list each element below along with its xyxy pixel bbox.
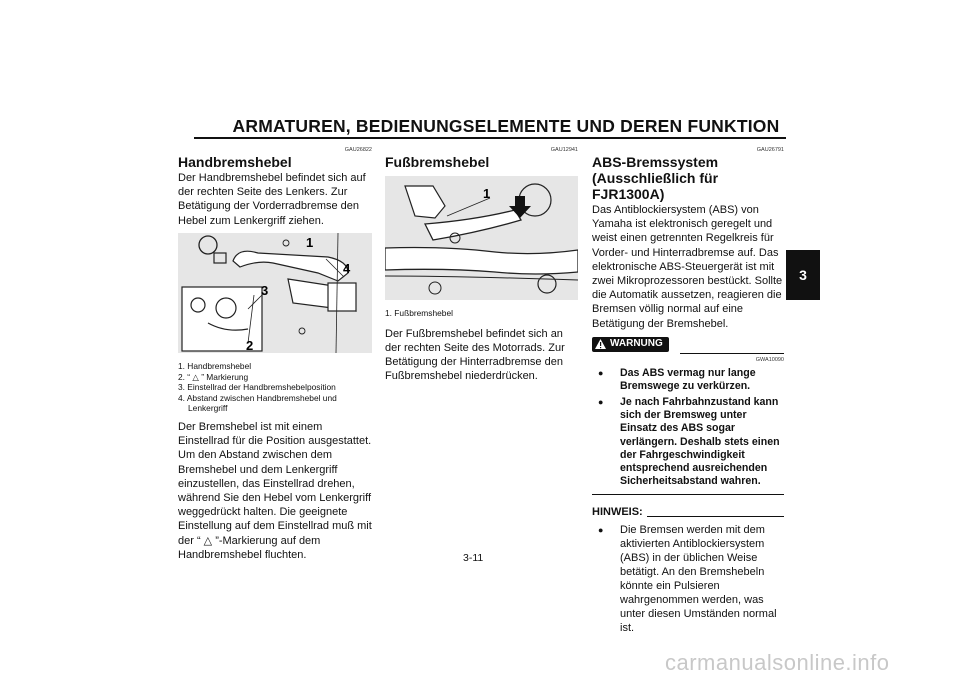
body-text: Der Bremshebel ist mit einem Einstellrad für die Position ausgestattet. Um den Abstand zwischen dem Bremshebel und dem Lenkergriff einzustellen, das Einstellrad drehen, während Sie den Hebel vom Lenkergriff weggedrückt halten. Die geeignete Einstellung auf dem Einstellrad muß mit der “ △ ”-Markierung auf dem Handbremshebel fluchten. bbox=[178, 420, 372, 561]
callout-4: 4 bbox=[343, 260, 351, 276]
note-header bbox=[592, 505, 784, 519]
caption-item: 1. Fußbremshebel bbox=[385, 308, 453, 319]
caption-item: 1. Handbremshebel bbox=[178, 361, 252, 372]
caption-item: 4. Abstand zwischen Handbremshebel und Lenkergriff bbox=[178, 392, 337, 414]
heading-line: (Ausschließlich für FJR1300A) bbox=[592, 170, 719, 202]
warning-text: Je nach Fahrbahnzustand kann sich der Bremsweg unter Einsatz des ABS sogar verlängern. Deshalb stets einen der Fahrgeschwindigkeit entsprechend ausreichenden Sicherheitsabstand wahren. bbox=[620, 395, 780, 488]
section-heading-fussbremshebel: Fußbremshebel bbox=[385, 154, 490, 170]
hand-brake-illustration bbox=[178, 233, 372, 353]
caption-item: 3. Einstellrad der Handbremshebelposition bbox=[178, 382, 336, 393]
warning-end-rule bbox=[592, 494, 784, 495]
chapter-tab[interactable]: 3 bbox=[786, 250, 820, 300]
heading-line: ABS-Bremssystem bbox=[592, 154, 719, 170]
figure-hand-brake-lever bbox=[178, 233, 372, 357]
figure-captions bbox=[385, 308, 578, 319]
left-column bbox=[178, 146, 372, 562]
callout-1: 1 bbox=[483, 186, 491, 201]
warning-text: Das ABS vermag nur lange Bremswege zu verkürzen. bbox=[620, 366, 756, 392]
bullet-icon: ● bbox=[598, 524, 604, 535]
middle-column bbox=[385, 146, 578, 384]
intro-text: Der Handbremshebel befindet sich auf der rechten Seite des Lenkers. Zur Betätigung der Vorderradbremse den Hebel zum Lenkergriff ziehen. bbox=[178, 172, 366, 227]
body-text: Der Fußbremshebel befindet sich an der rechten Seite des Motorrads. Zur Betätigung der Hinterradbremse den Fußbremshebel niederdrücken. bbox=[385, 327, 565, 383]
callout-3: 3 bbox=[261, 282, 269, 298]
page-header-title: ARMATUREN, BEDIENUNGSELEMENTE UND DEREN FUNKTION bbox=[232, 116, 780, 136]
section-code: GAU26822 bbox=[344, 147, 372, 153]
callout-1: 1 bbox=[306, 234, 314, 250]
note-item bbox=[592, 523, 784, 635]
note-rule bbox=[647, 516, 784, 517]
bullet-icon: ● bbox=[598, 367, 604, 378]
figure-captions bbox=[178, 361, 372, 414]
warning-badge bbox=[592, 337, 669, 352]
caption-item: 2. “ △ ” Markierung bbox=[178, 371, 249, 382]
page-number: 3-11 bbox=[463, 552, 484, 564]
foot-brake-illustration bbox=[385, 176, 578, 300]
note-label: HINWEIS: bbox=[592, 506, 643, 519]
section-code: GAU12941 bbox=[550, 147, 578, 153]
section-heading-handbremshebel: Handbremshebel bbox=[178, 154, 292, 170]
section-heading-abs bbox=[592, 154, 784, 202]
note-text: Die Bremsen werden mit dem aktivierten Antiblockiersystem (ABS) in der üblichen Weise betätigt. An den Bremshebeln könnte ein Pulsieren wahrgenommen werden, was unter diesen Umständen normal ist. bbox=[620, 523, 777, 634]
callout-2: 2 bbox=[246, 337, 254, 353]
header-rule bbox=[194, 137, 786, 139]
warning-rule bbox=[680, 353, 784, 354]
right-column bbox=[592, 146, 784, 635]
warning-item bbox=[592, 367, 784, 393]
warning-label: WARNUNG bbox=[610, 338, 663, 350]
bullet-icon: ● bbox=[598, 396, 604, 407]
section-code: GAU26791 bbox=[756, 147, 784, 153]
warning-triangle-icon bbox=[595, 339, 606, 349]
body-text: Das Antiblockiersystem (ABS) von Yamaha ist elektronisch geregelt und weist einen getrennten Regelkreis für Vorder- und Hinterradbremse auf. Das elektronische ABS-Steuergerät ist mit zwei Mikroprozessoren bestückt. Sollte die Automatik aussetzen, reagieren die Bremsen völlig normal auf eine Betätigung der Bremshebel. bbox=[592, 204, 783, 330]
watermark: carmanualsonline.info bbox=[665, 650, 890, 675]
figure-foot-brake-lever bbox=[385, 176, 578, 304]
warning-item bbox=[592, 396, 784, 488]
warning-code: GWA10090 bbox=[755, 356, 784, 363]
